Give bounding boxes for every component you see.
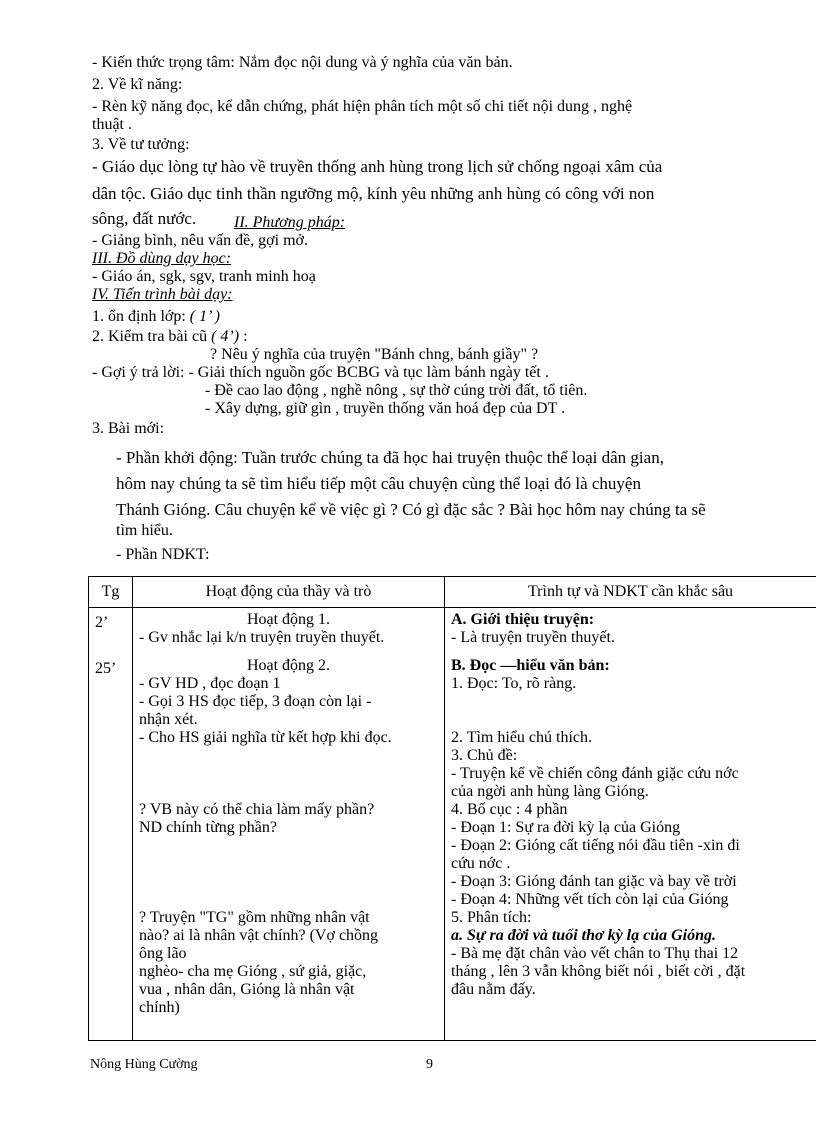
class-stabilize-line: 1. ổn định lớp: ( 1’ ) xyxy=(92,308,221,325)
page-number: 9 xyxy=(426,1057,433,1072)
warmup-paragraph-3: Thánh Gióng. Câu chuyện kể về việc gì ? Có gì đặc sắc ? Bài học hôm nay chúng ta sẽ xyxy=(116,500,706,519)
activity-question-2-cont: nghèo- cha mẹ Gióng , sứ giả, giặc, xyxy=(139,963,367,980)
new-lesson-heading: 3. Bài mới: xyxy=(92,420,165,437)
activity-question-2: ? Truyện "TG" gồm những nhân vật xyxy=(139,909,370,926)
activity-2-title: Hoạt động 2. xyxy=(246,657,331,674)
content-line: - Truyện kể về chiến công đánh giặc cứu nớc xyxy=(451,765,739,782)
warmup-paragraph-2: hôm nay chúng ta sẽ tìm hiểu tiếp một câu chuyện cùng thể loại đó là chuyện xyxy=(116,474,641,493)
activity-question-2-cont: chính) xyxy=(139,999,180,1016)
section-thought-heading: 3. Về tư tưởng: xyxy=(92,136,190,153)
content-line: đâu nằm đấy. xyxy=(451,981,536,998)
time-cell xyxy=(89,608,133,1041)
activity-2-line: nhận xét. xyxy=(139,711,198,728)
activity-1-line: - Gv nhắc lại k/n truyện truyền thuyết. xyxy=(139,629,385,646)
content-line: 4. Bố cục : 4 phần xyxy=(451,801,568,818)
content-section-label: - Phần NDKT: xyxy=(116,546,210,563)
content-line: tháng , lên 3 vẫn không biết nói , biết cời , đặt xyxy=(451,963,746,980)
content-line: 1. Đọc: To, rõ ràng. xyxy=(451,675,577,692)
skills-line: - Rèn kỹ năng đọc, kể dẫn chứng, phát hiện phân tích một số chi tiết nội dung , nghệ xyxy=(92,98,633,115)
activity-2-line: - Gọi 3 HS đọc tiếp, 3 đoạn còn lại - xyxy=(139,693,372,710)
thought-paragraph-1: - Giáo dục lòng tự hào về truyền thống anh hùng trong lịch sử chống ngoại xâm của xyxy=(92,157,663,176)
answer-hint-line-2: - Đề cao lao động , nghề nông , sự thờ cúng trời đất, tổ tiên. xyxy=(205,382,588,399)
content-line: 5. Phân tích: xyxy=(451,909,532,926)
content-line: - Đoạn 4: Những vết tích còn lại của Gióng xyxy=(451,891,729,908)
table-header-row xyxy=(89,577,816,608)
content-subheading: a. Sự ra đời và tuổi thơ kỳ lạ của Gióng. xyxy=(451,927,717,944)
section-method-heading: II. Phương pháp: xyxy=(234,214,346,231)
activity-cell xyxy=(133,608,445,1041)
content-line: - Đoạn 3: Gióng đánh tan giặc và bay về trời xyxy=(451,873,737,890)
thought-paragraph-2: dân tộc. Giáo dục tinh thần ngưỡng mộ, kính yêu những anh hùng có công với non xyxy=(92,184,655,203)
activity-question-2-cont: nào? ai là nhân vật chính? (Vợ chồng xyxy=(139,927,379,944)
activity-question-2-cont: vua , nhân dân, Gióng là nhân vật xyxy=(139,981,355,998)
table-row xyxy=(89,608,816,1041)
content-b-heading: B. Đọc —hiểu văn bản: xyxy=(451,657,610,674)
content-line: - Bà mẹ đặt chân vào vết chân to Thụ thai 12 xyxy=(451,945,739,962)
footer-author: Nông Hùng Cường xyxy=(90,1057,198,1072)
activity-question-1: ? VB này có thể chia làm mấy phần? xyxy=(139,801,375,818)
section-process-heading: IV. Tiến trình bài dạy: xyxy=(92,286,233,303)
time-row2: 25’ xyxy=(95,660,117,677)
method-line: - Giảng bình, nêu vấn đề, gợi mở. xyxy=(92,232,308,249)
header-content: Trình tự và NDKT cần khắc sâu xyxy=(445,577,816,608)
answer-hint-line-3: - Xây dựng, giữ gìn , truyền thống văn hoá đẹp của DT . xyxy=(205,400,566,417)
content-line: của ngời anh hùng làng Gióng. xyxy=(451,783,649,800)
content-a-line: - Là truyện truyền thuyết. xyxy=(451,629,615,646)
focus-knowledge-line: - Kiến thức trọng tâm: Nắm đọc nội dung và ý nghĩa của văn bản. xyxy=(92,54,513,71)
activity-2-line: - Cho HS giải nghĩa từ kết hợp khi đọc. xyxy=(139,729,392,746)
content-line: 3. Chủ đề: xyxy=(451,747,518,764)
content-line: - Đoạn 1: Sự ra đời kỳ lạ của Gióng xyxy=(451,819,681,836)
header-time: Tg xyxy=(89,577,133,608)
old-lesson-check-line: 2. Kiểm tra bài cũ ( 4’) : xyxy=(92,328,248,345)
warmup-paragraph-1: - Phần khởi động: Tuần trước chúng ta đã học hai truyện thuộc thể loại dân gian, xyxy=(116,448,664,467)
thought-paragraph-3: sông, đất nước. xyxy=(92,209,197,228)
answer-hint-line-1: - Gợi ý trả lời: - Giải thích nguồn gốc BCBG và tục làm bánh ngày tết . xyxy=(92,364,549,381)
activity-2-line: - GV HD , đọc đoạn 1 xyxy=(139,675,281,692)
header-activity: Hoạt động của thầy và trò xyxy=(133,577,445,608)
content-cell xyxy=(445,608,816,1041)
review-question: ? Nêu ý nghĩa của truyện "Bánh chng, bánh giầy" ? xyxy=(210,346,539,363)
content-a-heading: A. Giới thiệu truyện: xyxy=(451,611,595,628)
activity-question-2-cont: ông lão xyxy=(139,945,187,962)
lesson-plan-table xyxy=(88,576,816,1041)
section-skills-heading: 2. Về kĩ năng: xyxy=(92,76,183,93)
activity-question-1-cont: ND chính từng phần? xyxy=(139,819,277,836)
time-row1: 2’ xyxy=(95,614,109,631)
content-line: - Đoạn 2: Gióng cất tiếng nói đầu tiên -xin đi xyxy=(451,837,740,854)
content-line: cứu nớc . xyxy=(451,855,511,872)
warmup-paragraph-4: tìm hiểu. xyxy=(116,522,173,539)
skills-line-cont: thuật . xyxy=(92,116,132,133)
materials-line: - Giáo án, sgk, sgv, tranh minh hoạ xyxy=(92,268,316,285)
content-line: 2. Tìm hiểu chú thích. xyxy=(451,729,593,746)
section-materials-heading: III. Đồ dùng dạy học: xyxy=(92,250,232,267)
activity-1-title: Hoạt động 1. xyxy=(246,611,331,628)
